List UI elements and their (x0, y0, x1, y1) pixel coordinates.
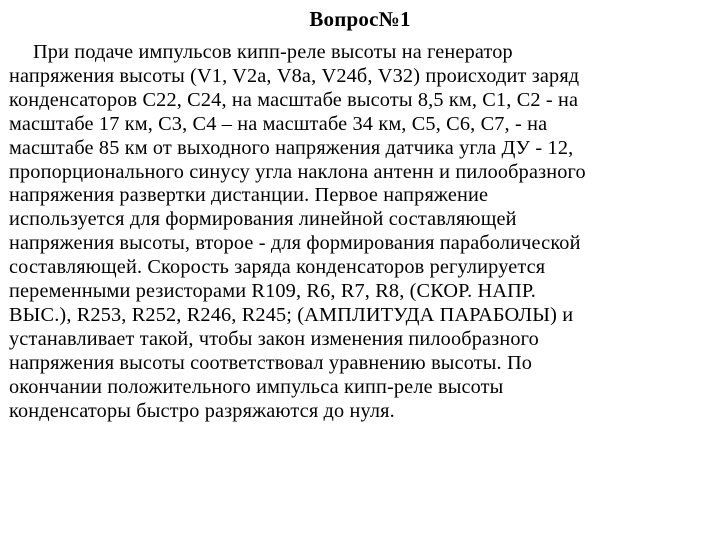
text-line: используется для формирования линейной составляющей (9, 208, 517, 231)
text-line: напряжения высоты соответствовал уравнению высоты. По (9, 351, 533, 374)
text-line: составляющей. Скорость заряда конденсаторов регулируется (9, 256, 546, 279)
text-line: напряжения высоты (V1, V2а, V8а, V24б, V32) происходит заряд (9, 64, 580, 87)
text-line: устанавливает такой, чтобы закон изменения пилообразного (9, 327, 539, 350)
text-line: ВЫС.), R253, R252, R246, R245; (АМПЛИТУДА ПАРАБОЛЫ) и (9, 303, 574, 326)
text-line: напряжения высоты, второе - для формирования параболической (9, 232, 581, 255)
text-line: пропорционального синусу угла наклона антенн и пилообразного (9, 160, 586, 183)
text-line: масштабе 85 км от выходного напряжения датчика угла ДУ - 12, (9, 136, 574, 159)
text-line: конденсаторы быстро разряжаются до нуля. (9, 399, 395, 422)
text-line: конденсаторов С22, С24, на масштабе высоты 8,5 км, С1, С2 - на (9, 88, 579, 111)
question-body (9, 41, 715, 424)
question-title: Вопрос№1 (309, 7, 411, 31)
text-line: напряжения развертки дистанции. Первое напряжение (9, 184, 489, 207)
text-line: При подаче импульсов кипп-реле высоты на генератор (33, 41, 513, 63)
text-line: масштабе 17 км, С3, С4 – на масштабе 34 км, С5, С6, С7, - на (9, 112, 548, 135)
text-line: переменными резисторами R109, R6, R7, R8, (СКОР. НАПР. (9, 280, 537, 303)
text-line: окончании положительного импульса кипп-реле высоты (9, 375, 504, 398)
